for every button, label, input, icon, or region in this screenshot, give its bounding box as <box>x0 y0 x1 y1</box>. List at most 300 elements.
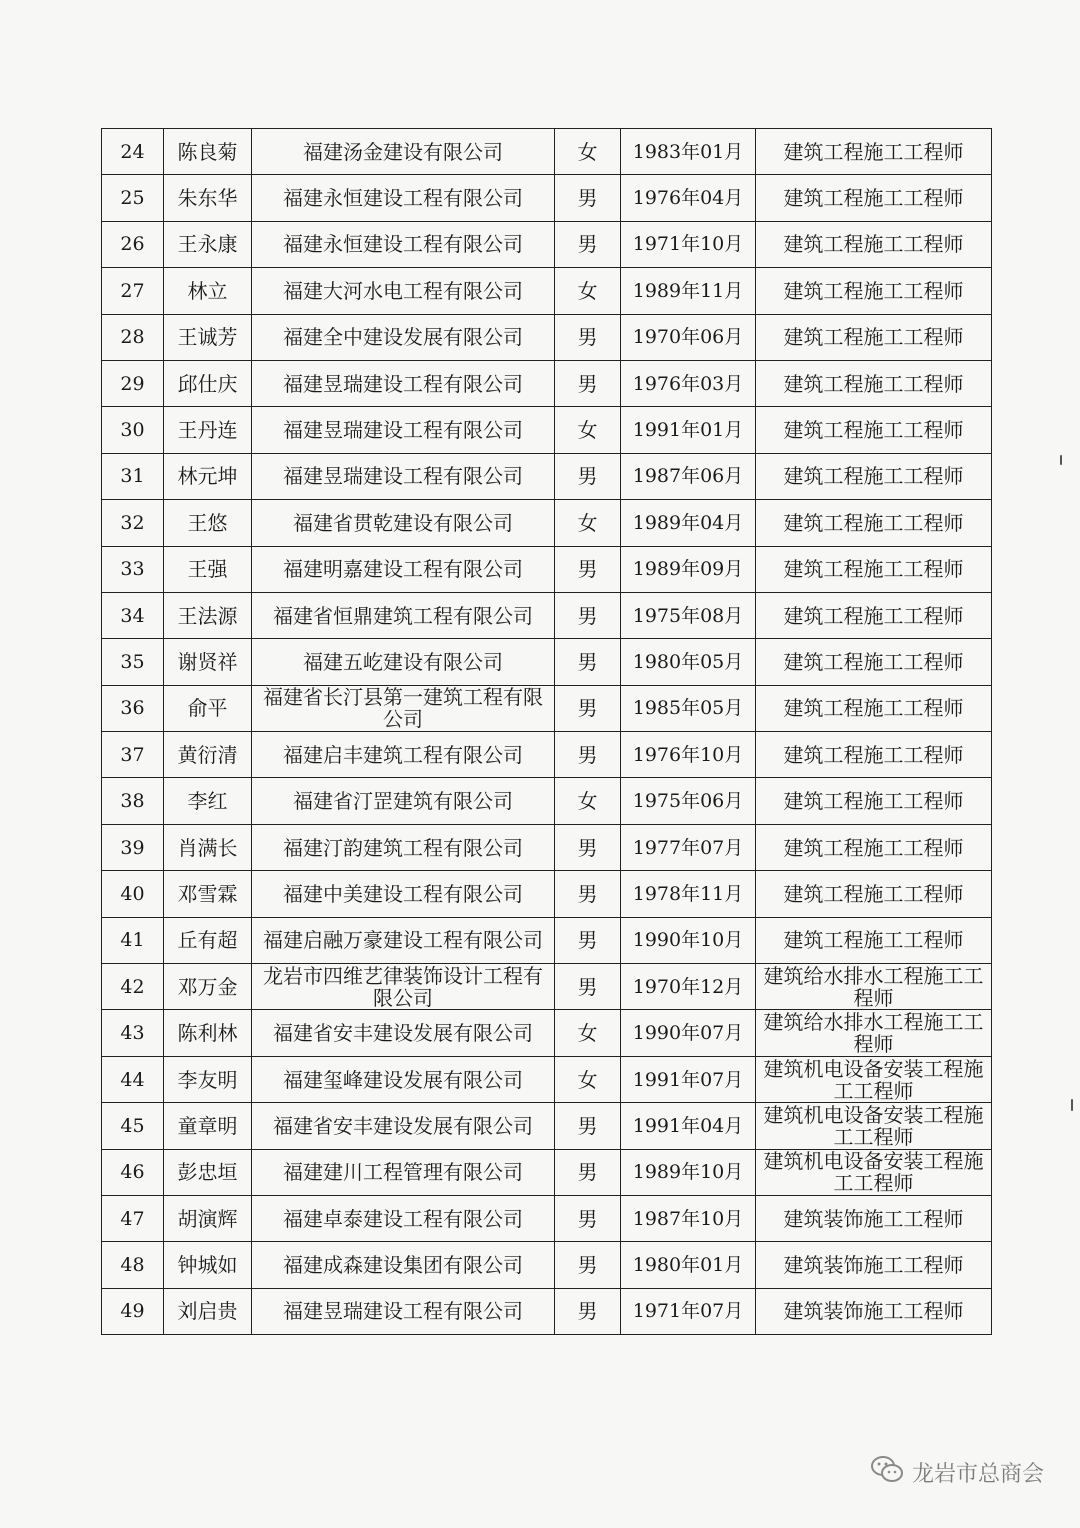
row-number: 34 <box>120 604 145 627</box>
company-name: 福建全中建设发展有限公司 <box>283 326 523 349</box>
company-name: 福建昱瑞建设工程有限公司 <box>283 1300 523 1323</box>
gender: 男 <box>577 1300 598 1323</box>
company-name: 福建汀韵建筑工程有限公司 <box>283 836 523 859</box>
birth-date: 1975年06月 <box>632 790 744 813</box>
row-number-cell <box>102 1103 164 1149</box>
table-row <box>102 1010 992 1056</box>
roster-table-body <box>102 129 992 1335</box>
table-row <box>102 407 992 453</box>
professional-title-cell <box>756 964 992 1010</box>
gender-cell <box>555 1288 621 1334</box>
row-number-cell <box>102 314 164 360</box>
company-name: 福建昱瑞建设工程有限公司 <box>283 419 523 442</box>
birth-date-cell <box>621 1103 756 1149</box>
person-name-cell <box>164 175 252 221</box>
person-name: 朱东华 <box>177 187 238 210</box>
birth-date-cell <box>621 1195 756 1241</box>
gender: 男 <box>577 1254 598 1277</box>
person-name-cell <box>164 314 252 360</box>
company-name: 福建中美建设工程有限公司 <box>283 882 523 905</box>
table-row <box>102 685 992 731</box>
row-number-cell <box>102 1195 164 1241</box>
gender: 男 <box>577 1114 598 1137</box>
company-name: 福建五屹建设有限公司 <box>303 650 503 673</box>
company-name-cell <box>252 1056 555 1102</box>
row-number-cell <box>102 453 164 499</box>
row-number: 44 <box>120 1068 145 1091</box>
table-row <box>102 221 992 267</box>
person-name: 俞平 <box>187 697 228 720</box>
table-row <box>102 546 992 592</box>
company-name-cell <box>252 268 555 314</box>
person-name: 陈利林 <box>177 1022 238 1045</box>
gender-cell <box>555 592 621 638</box>
row-number-cell <box>102 639 164 685</box>
table-row <box>102 1288 992 1334</box>
row-number: 47 <box>120 1207 145 1230</box>
table-row <box>102 314 992 360</box>
table-row <box>102 639 992 685</box>
row-number: 26 <box>120 233 145 256</box>
person-name: 彭忠垣 <box>177 1161 238 1184</box>
person-name-cell <box>164 1103 252 1149</box>
table-row <box>102 1056 992 1102</box>
row-number-cell <box>102 685 164 731</box>
row-number-cell <box>102 546 164 592</box>
person-name-cell <box>164 268 252 314</box>
row-number: 42 <box>120 975 145 998</box>
person-name: 李友明 <box>177 1068 238 1091</box>
birth-date-cell <box>621 175 756 221</box>
row-number: 29 <box>120 372 145 395</box>
professional-title-cell <box>756 453 992 499</box>
professional-title-cell <box>756 1010 992 1056</box>
gender: 女 <box>577 140 598 163</box>
row-number: 41 <box>120 929 145 952</box>
table-row <box>102 732 992 778</box>
professional-title-cell <box>756 360 992 406</box>
roster-table <box>101 128 992 1335</box>
person-name-cell <box>164 1288 252 1334</box>
gender-cell <box>555 500 621 546</box>
gender: 男 <box>577 187 598 210</box>
professional-title: 建筑给水排水工程施工工程师 <box>763 964 984 1009</box>
gender: 男 <box>577 233 598 256</box>
gender-cell <box>555 129 621 175</box>
table-row <box>102 917 992 963</box>
row-number: 32 <box>120 511 145 534</box>
gender: 女 <box>577 1022 598 1045</box>
company-name-cell <box>252 1242 555 1288</box>
row-number-cell <box>102 824 164 870</box>
company-name: 福建昱瑞建设工程有限公司 <box>283 465 523 488</box>
gender-cell <box>555 639 621 685</box>
professional-title-cell <box>756 546 992 592</box>
company-name: 福建启融万豪建设工程有限公司 <box>263 929 543 952</box>
birth-date: 1976年04月 <box>632 187 744 210</box>
professional-title: 建筑工程施工工程师 <box>783 604 964 627</box>
birth-date-cell <box>621 1010 756 1056</box>
professional-title-cell <box>756 917 992 963</box>
row-number: 39 <box>120 836 145 859</box>
table-row <box>102 964 992 1010</box>
gender: 男 <box>577 1161 598 1184</box>
professional-title: 建筑工程施工工程师 <box>783 419 964 442</box>
birth-date: 1970年06月 <box>632 326 744 349</box>
birth-date: 1987年06月 <box>632 465 744 488</box>
company-name-cell <box>252 546 555 592</box>
company-name: 福建省汀罡建筑有限公司 <box>293 790 513 813</box>
professional-title-cell <box>756 685 992 731</box>
birth-date: 1980年05月 <box>632 650 744 673</box>
person-name-cell <box>164 129 252 175</box>
gender-cell <box>555 1149 621 1195</box>
birth-date: 1987年10月 <box>632 1207 744 1230</box>
person-name: 李红 <box>187 790 228 813</box>
table-row <box>102 1103 992 1149</box>
professional-title: 建筑工程施工工程师 <box>783 558 964 581</box>
company-name-cell <box>252 1010 555 1056</box>
birth-date-cell <box>621 129 756 175</box>
birth-date: 1991年04月 <box>632 1114 744 1137</box>
birth-date-cell <box>621 871 756 917</box>
gender: 男 <box>577 558 598 581</box>
birth-date: 1989年11月 <box>632 279 744 302</box>
gender: 男 <box>577 836 598 859</box>
table-row <box>102 592 992 638</box>
gender: 女 <box>577 279 598 302</box>
company-name: 福建启丰建筑工程有限公司 <box>283 743 523 766</box>
birth-date: 1989年10月 <box>632 1161 744 1184</box>
table-row <box>102 175 992 221</box>
gender-cell <box>555 221 621 267</box>
birth-date: 1990年07月 <box>632 1022 744 1045</box>
person-name-cell <box>164 1010 252 1056</box>
person-name: 王诚芳 <box>177 326 238 349</box>
company-name: 福建建川工程管理有限公司 <box>283 1161 523 1184</box>
gender-cell <box>555 360 621 406</box>
birth-date-cell <box>621 1242 756 1288</box>
professional-title: 建筑工程施工工程师 <box>783 233 964 256</box>
birth-date-cell <box>621 778 756 824</box>
gender: 男 <box>577 929 598 952</box>
scan-speck <box>1060 455 1062 465</box>
professional-title-cell <box>756 1103 992 1149</box>
professional-title-cell <box>756 778 992 824</box>
professional-title-cell <box>756 1242 992 1288</box>
row-number: 37 <box>120 743 145 766</box>
row-number-cell <box>102 360 164 406</box>
company-name-cell <box>252 175 555 221</box>
birth-date-cell <box>621 314 756 360</box>
row-number: 43 <box>120 1022 145 1045</box>
person-name-cell <box>164 732 252 778</box>
professional-title: 建筑工程施工工程师 <box>783 465 964 488</box>
person-name-cell <box>164 964 252 1010</box>
company-name: 福建省贯乾建设有限公司 <box>293 511 513 534</box>
gender: 男 <box>577 372 598 395</box>
person-name: 王丹连 <box>177 419 238 442</box>
birth-date-cell <box>621 407 756 453</box>
gender: 女 <box>577 790 598 813</box>
gender: 男 <box>577 650 598 673</box>
gender: 女 <box>577 419 598 442</box>
company-name-cell <box>252 360 555 406</box>
company-name: 福建成森建设集团有限公司 <box>283 1254 523 1277</box>
company-name-cell <box>252 221 555 267</box>
row-number: 31 <box>120 465 145 488</box>
birth-date-cell <box>621 546 756 592</box>
birth-date: 1975年08月 <box>632 604 744 627</box>
birth-date-cell <box>621 360 756 406</box>
gender-cell <box>555 824 621 870</box>
person-name: 黄衍清 <box>177 743 238 766</box>
birth-date: 1970年12月 <box>632 975 744 998</box>
table-row <box>102 1149 992 1195</box>
company-name: 福建省长汀县第一建筑工程有限公司 <box>263 686 543 731</box>
row-number: 28 <box>120 326 145 349</box>
birth-date-cell <box>621 917 756 963</box>
person-name: 王法源 <box>177 604 238 627</box>
row-number-cell <box>102 964 164 1010</box>
professional-title: 建筑工程施工工程师 <box>783 372 964 395</box>
gender-cell <box>555 546 621 592</box>
professional-title: 建筑装饰施工工程师 <box>783 1207 964 1230</box>
birth-date: 1991年07月 <box>632 1068 744 1091</box>
birth-date: 1991年01月 <box>632 419 744 442</box>
row-number: 38 <box>120 790 145 813</box>
professional-title: 建筑工程施工工程师 <box>783 790 964 813</box>
row-number-cell <box>102 1288 164 1334</box>
birth-date-cell <box>621 592 756 638</box>
company-name: 福建汤金建设有限公司 <box>303 140 503 163</box>
company-name-cell <box>252 824 555 870</box>
professional-title-cell <box>756 314 992 360</box>
professional-title-cell <box>756 175 992 221</box>
professional-title: 建筑工程施工工程师 <box>783 140 964 163</box>
professional-title-cell <box>756 824 992 870</box>
birth-date-cell <box>621 221 756 267</box>
company-name-cell <box>252 917 555 963</box>
gender-cell <box>555 964 621 1010</box>
person-name-cell <box>164 1242 252 1288</box>
birth-date: 1976年03月 <box>632 372 744 395</box>
company-name-cell <box>252 1288 555 1334</box>
person-name: 林立 <box>187 279 228 302</box>
row-number: 27 <box>120 279 145 302</box>
company-name-cell <box>252 1103 555 1149</box>
gender-cell <box>555 1103 621 1149</box>
professional-title-cell <box>756 871 992 917</box>
birth-date-cell <box>621 1288 756 1334</box>
company-name-cell <box>252 871 555 917</box>
person-name-cell <box>164 1056 252 1102</box>
birth-date: 1989年09月 <box>632 558 744 581</box>
company-name-cell <box>252 778 555 824</box>
person-name: 陈良菊 <box>177 140 238 163</box>
row-number: 45 <box>120 1114 145 1137</box>
company-name-cell <box>252 639 555 685</box>
row-number-cell <box>102 500 164 546</box>
table-row <box>102 129 992 175</box>
professional-title: 建筑工程施工工程师 <box>783 650 964 673</box>
person-name: 邓雪霖 <box>177 882 238 905</box>
person-name-cell <box>164 453 252 499</box>
birth-date: 1971年07月 <box>632 1300 744 1323</box>
row-number: 36 <box>120 697 145 720</box>
person-name-cell <box>164 546 252 592</box>
professional-title: 建筑给水排水工程施工工程师 <box>763 1011 984 1056</box>
birth-date-cell <box>621 500 756 546</box>
professional-title: 建筑工程施工工程师 <box>783 882 964 905</box>
company-name: 福建永恒建设工程有限公司 <box>283 187 523 210</box>
person-name-cell <box>164 778 252 824</box>
row-number-cell <box>102 871 164 917</box>
gender-cell <box>555 917 621 963</box>
gender: 女 <box>577 511 598 534</box>
professional-title-cell <box>756 1056 992 1102</box>
gender: 男 <box>577 326 598 349</box>
gender-cell <box>555 1010 621 1056</box>
birth-date-cell <box>621 964 756 1010</box>
person-name-cell <box>164 221 252 267</box>
birth-date: 1990年10月 <box>632 929 744 952</box>
company-name-cell <box>252 685 555 731</box>
birth-date: 1971年10月 <box>632 233 744 256</box>
row-number-cell <box>102 732 164 778</box>
table-row <box>102 360 992 406</box>
person-name: 王强 <box>187 558 228 581</box>
birth-date: 1976年10月 <box>632 743 744 766</box>
company-name-cell <box>252 1195 555 1241</box>
gender-cell <box>555 778 621 824</box>
professional-title-cell <box>756 639 992 685</box>
table-row <box>102 778 992 824</box>
person-name-cell <box>164 500 252 546</box>
gender: 女 <box>577 1068 598 1091</box>
row-number: 46 <box>120 1161 145 1184</box>
birth-date: 1980年01月 <box>632 1254 744 1277</box>
company-name-cell <box>252 453 555 499</box>
professional-title: 建筑工程施工工程师 <box>783 929 964 952</box>
professional-title: 建筑工程施工工程师 <box>783 511 964 534</box>
company-name: 福建卓泰建设工程有限公司 <box>283 1207 523 1230</box>
professional-title-cell <box>756 1288 992 1334</box>
person-name: 童章明 <box>177 1114 238 1137</box>
row-number-cell <box>102 175 164 221</box>
professional-title-cell <box>756 221 992 267</box>
birth-date-cell <box>621 639 756 685</box>
person-name: 王悠 <box>187 511 228 534</box>
row-number-cell <box>102 221 164 267</box>
professional-title: 建筑工程施工工程师 <box>783 836 964 859</box>
row-number-cell <box>102 407 164 453</box>
company-name-cell <box>252 732 555 778</box>
person-name-cell <box>164 685 252 731</box>
company-name-cell <box>252 500 555 546</box>
gender-cell <box>555 685 621 731</box>
gender-cell <box>555 453 621 499</box>
row-number-cell <box>102 1242 164 1288</box>
person-name-cell <box>164 871 252 917</box>
row-number: 24 <box>120 140 145 163</box>
person-name: 林元坤 <box>177 465 238 488</box>
scan-speck <box>1071 1099 1073 1111</box>
person-name: 邱仕庆 <box>177 372 238 395</box>
person-name-cell <box>164 360 252 406</box>
gender-cell <box>555 314 621 360</box>
person-name: 钟城如 <box>177 1254 238 1277</box>
person-name-cell <box>164 592 252 638</box>
gender-cell <box>555 732 621 778</box>
table-row <box>102 871 992 917</box>
company-name: 龙岩市四维艺律装饰设计工程有限公司 <box>263 964 543 1009</box>
gender: 男 <box>577 975 598 998</box>
company-name-cell <box>252 964 555 1010</box>
person-name-cell <box>164 824 252 870</box>
professional-title-cell <box>756 1149 992 1195</box>
person-name-cell <box>164 407 252 453</box>
table-row <box>102 268 992 314</box>
row-number: 33 <box>120 558 145 581</box>
table-row <box>102 500 992 546</box>
birth-date: 1977年07月 <box>632 836 744 859</box>
gender-cell <box>555 871 621 917</box>
person-name: 邓万金 <box>177 975 238 998</box>
gender: 男 <box>577 743 598 766</box>
row-number-cell <box>102 1149 164 1195</box>
company-name: 福建大河水电工程有限公司 <box>283 279 523 302</box>
company-name-cell <box>252 314 555 360</box>
row-number-cell <box>102 1010 164 1056</box>
company-name: 福建玺峰建设发展有限公司 <box>283 1068 523 1091</box>
gender-cell <box>555 407 621 453</box>
professional-title-cell <box>756 1195 992 1241</box>
company-name: 福建省恒鼎建筑工程有限公司 <box>273 604 533 627</box>
professional-title: 建筑机电设备安装工程施工工程师 <box>763 1103 984 1148</box>
birth-date-cell <box>621 268 756 314</box>
professional-title: 建筑工程施工工程师 <box>783 743 964 766</box>
birth-date-cell <box>621 685 756 731</box>
row-number-cell <box>102 592 164 638</box>
gender-cell <box>555 1242 621 1288</box>
row-number-cell <box>102 268 164 314</box>
birth-date-cell <box>621 1056 756 1102</box>
watermark <box>870 1454 1044 1490</box>
gender: 男 <box>577 1207 598 1230</box>
row-number-cell <box>102 917 164 963</box>
row-number: 35 <box>120 650 145 673</box>
gender: 男 <box>577 882 598 905</box>
person-name: 丘有超 <box>177 929 238 952</box>
birth-date: 1989年04月 <box>632 511 744 534</box>
row-number: 40 <box>120 882 145 905</box>
company-name-cell <box>252 1149 555 1195</box>
birth-date: 1985年05月 <box>632 697 744 720</box>
row-number: 30 <box>120 419 145 442</box>
birth-date-cell <box>621 732 756 778</box>
row-number: 25 <box>120 187 145 210</box>
company-name-cell <box>252 407 555 453</box>
row-number: 49 <box>120 1300 145 1323</box>
person-name: 刘启贵 <box>177 1300 238 1323</box>
table-row <box>102 824 992 870</box>
person-name: 胡演辉 <box>177 1207 238 1230</box>
table-row <box>102 1242 992 1288</box>
wechat-icon <box>870 1454 904 1490</box>
professional-title: 建筑装饰施工工程师 <box>783 1254 964 1277</box>
person-name: 谢贤祥 <box>177 650 238 673</box>
